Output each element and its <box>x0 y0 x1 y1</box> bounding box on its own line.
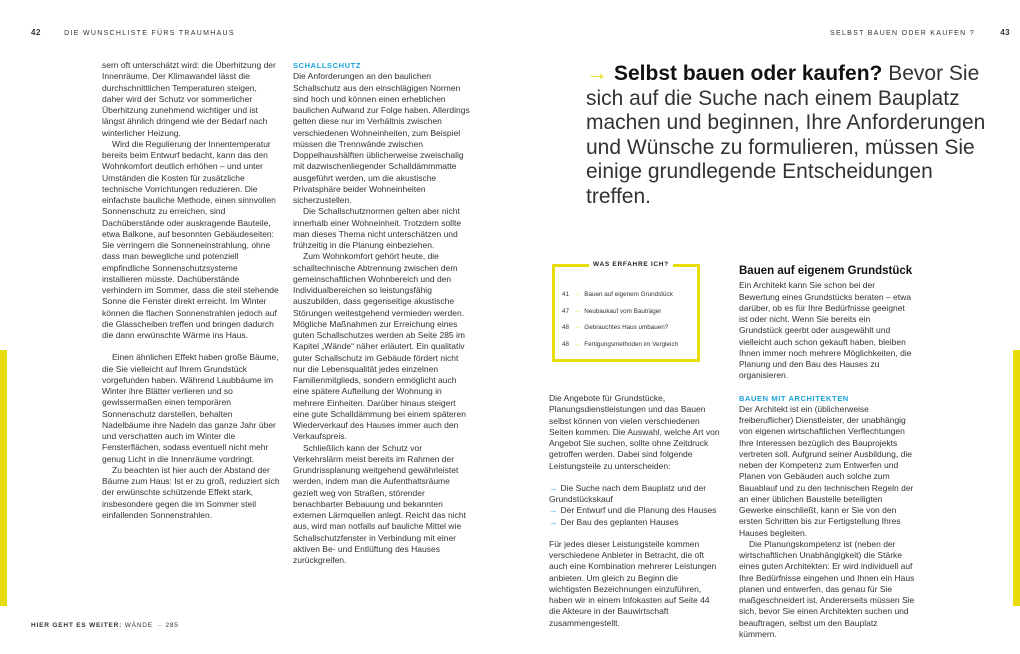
column-1 <box>102 60 280 521</box>
arrow-right-icon: → <box>549 516 558 527</box>
bullet-item <box>549 517 721 528</box>
left-page-number: 42 <box>31 28 41 37</box>
info-box <box>552 261 700 362</box>
column-3 <box>549 393 721 629</box>
info-box-list <box>562 287 678 353</box>
arrow-right-icon: → <box>155 622 163 629</box>
info-box-item <box>562 320 678 337</box>
continue-label: HIER GEHT ES WEITER: <box>31 622 123 629</box>
info-item-label: Fertigungsmethoden im Vergleich <box>584 340 679 348</box>
bullet-text: Der Bau des geplanten Hauses <box>560 516 679 527</box>
info-item-label: Neubaukauf vom Bauträger <box>584 307 662 315</box>
col4-paragraph: Die Planungskompetenz ist (neben der wirtschaftlichen Unabhängigkeit) die Stärke eines guten Architekten: Er wird individuell auf Ihre Bedürfnisse eingehen und Ihnen ein Haus planen und entwerfen, das genau für Sie maßgeschneidert ist. Andererseits müssen Sie sich, bevor Sie einen Architekten suchen und beauftragen, selbst um den Bauplatz kümmern. <box>739 538 915 639</box>
continue-page[interactable]: 285 <box>165 622 179 629</box>
intro-text: Bevor Sie sich auf die Suche nach einem Bauplatz machen und beginnen, Ihre Anforderungen und Wünsche zu formulieren, müssen Sie einige grundlegende Entscheidungen treffen. <box>586 62 986 208</box>
left-edge-bar <box>0 350 7 606</box>
section-heading-schallschutz: SCHALLSCHUTZ <box>293 61 362 70</box>
right-edge-bar <box>1013 350 1020 606</box>
col4-paragraph: Ein Architekt kann Sie schon bei der Bewertung eines Grundstücks beraten – etwa darüber, ob es für Ihre Bedürfnisse geeignet ist oder nicht. Wenn Sie bereits ein Grundstück geerbt oder ausgewählt und vielleicht auch schon gekauft haben, bleiben Ihnen immer noch mehrere Möglichkeiten, die Planung und den Bau des Hauses zu organisieren. <box>739 280 912 381</box>
col2-paragraph: Zum Wohnkomfort gehört heute, die schalltechnische Abtrennung zwischen dem gemeinschaftlichen Wohnbereich und den Individualbereichen so leistungsfähig auszubilden, dass gegenseitige akustische Störungen weitestgehend vermieden werden. Mögliche Maßnahmen zur Erreichung eines guten Schallschutzes werden ab Seite 285 im Kapitel „Wände“ näher erläutert. Ein qualitativ guter Schallschutz im Gebäude fördert nicht nur die Lebensqualität jedes einzelnen Familienmitglieds, sondern ermöglicht auch eine spätere Aufteilung der Wohnung in mehrere Einheiten. Darüber hinaus steigert eine gute Schalldämmung bei einem späteren Wiederverkauf des Hauses immer auch den Verkaufspreis. <box>293 251 466 442</box>
info-item-label: Bauen auf eigenem Grundstück <box>584 291 673 298</box>
left-header <box>31 28 235 37</box>
info-box-title: WAS ERFAHRE ICH? <box>589 261 673 268</box>
info-item-page: 47 <box>562 307 570 315</box>
arrow-right-icon: → <box>574 340 581 348</box>
col1-paragraph: sern oft unterschätzt wird: die Überhitzung der Innenräume. Der Klimawandel lässt die durchschnittlichen Temperaturen steigen, daher wird der Schutz vor sommerlicher Überhitzung zunehmend wichtiger und ist längst ähnlich dringend wie der Bedarf nach winterlicher Heizung. <box>102 60 276 138</box>
col3-paragraph: Für jedes dieser Leistungsteile kommen verschiedene Anbieter in Betracht, die oft auch eine Kombination mehrerer Leistungen anbieten. Um gleich zu Beginn die wichtigsten Bezeichnungen einzuführen, haben wir in einem Infokasten auf Seite 44 die Akteure in der Bauwirtschaft zusammengestellt. <box>549 538 717 628</box>
bullet-item <box>549 483 721 506</box>
col2-paragraph: Die Schallschutznormen gelten aber nicht innerhalb einer Wohneinheit. Trotzdem sollte man dieses Thema nicht unterschätzen und frühzeitig in die Planung einbeziehen. <box>293 206 462 250</box>
info-item-page: 48 <box>562 324 570 332</box>
info-box-item <box>562 337 678 354</box>
right-running-title: SELBST BAUEN ODER KAUFEN ? <box>830 30 975 37</box>
section-heading-bauen: Bauen auf eigenem Grundstück <box>739 265 913 277</box>
arrow-right-icon: → <box>549 482 558 493</box>
column-4 <box>739 266 915 640</box>
info-box-item <box>562 287 678 304</box>
right-header <box>830 28 1010 37</box>
info-item-page: 48 <box>562 340 570 348</box>
left-running-title: DIE WUNSCHLISTE FÜRS TRAUMHAUS <box>64 30 235 37</box>
bullet-text: Die Suche nach dem Bauplatz und der Grundstückskauf <box>549 482 707 504</box>
col2-paragraph: Die Anforderungen an den baulichen Schallschutz aus den einschlägigen Normen sind hoch und können einen erheblichen baulichen Aufwand zur Folge haben. Allerdings gelten diese nur im Verhältnis zwischen verschiedenen Wohneinheiten, zum Beispiel müssen die Trennwände zwischen Doppelhaushälften üblicherweise zweischalig mit dazwischenliegender Schalldämmmatte ausgeführt werden, um die akustische Privatsphäre beider Wohneinheiten sicherzustellen. <box>293 71 470 205</box>
continue-target[interactable]: WÄNDE <box>124 622 153 629</box>
col1-paragraph: Einen ähnlichen Effekt haben große Bäume, die Sie vielleicht auf Ihrem Grundstück vorgefunden haben. Während Laubbäume im Winter ihre Blätter verlieren und so gewissermaßen einen temporären Sonnenschutz darstellen, behalten Nadelbäume ihre Nadeln das ganze Jahr über und verschatten auch im Winter die Fensterflächen, sodass eventuell nicht mehr genug Licht in die Innenräume vordringt. <box>102 352 279 464</box>
arrow-right-icon: → <box>574 324 581 332</box>
continue-reference <box>31 622 179 629</box>
arrow-right-icon: → <box>549 505 558 516</box>
bullet-list <box>549 483 721 528</box>
arrow-right-icon: → <box>574 307 581 315</box>
col3-paragraph: Die Angebote für Grundstücke, Planungsdienstleistungen und das Bauen selbst können von vielen verschiedenen Seiten kommen. Die Auswahl, welche Art von Angebot Sie suchen, sollte ohne Zeitdruck getroffen werden. Dabei sind folgende Leistungsteile zu unterscheiden: <box>549 393 720 471</box>
column-2 <box>293 60 471 566</box>
bullet-item <box>549 505 721 516</box>
col2-paragraph: Schließlich kann der Schutz vor Verkehrslärm meist bereits im Rahmen der Grundrissplanung weitgehend gewährleistet werden, indem man die Aufenthaltsräume gezielt weg von Straßen, störender benachbarter Bebauung und bekannten externen Lärmquellen anlegt. Reicht das nicht aus, wird man notfalls auf bauliche Mittel wie Schallschutzfenster in Verbindung mit einer aktiven Be- und Entlüftung des Hauses zurückgreifen. <box>293 442 466 565</box>
info-item-page: 41 <box>562 291 570 298</box>
right-page-number: 43 <box>1000 28 1011 37</box>
col1-paragraph: Wird die Regulierung der Innentemperatur bereits beim Entwurf bedacht, kann das den Wohnkomfort deutlich erhöhen – und unter Umständen die Kosten für zusätzliche technische Vorrichtungen reduzieren. Die einfachste bauliche Methode, einen sinnvollen Sonnenschutz zu erreichen, sind Dachüberstände oder auskragende Bauteile, etwa Balkone, auf besonnten Gebäudeseiten: Sie verringern die Sonneneinstrahlung, ohne dass man bewegliche und potenziell empfindliche Sonnenschutzsysteme installieren müsste. Dachüberstände verhindern im Sommer, dass die steil stehende Sonne die Fenster direkt erreicht. Im Winter können die flachen Sonnenstrahlen jedoch auf die Glasscheiben treffen und bringen dadurch die dann erwünschte Wärme ins Haus. <box>102 138 279 340</box>
col4-paragraph: Der Architekt ist ein (üblicherweise freiberuflicher) Dienstleister, der unabhängig von eigenen wirtschaftlichen Verflechtungen Ihre Interessen bezüglich des Bauprojekts vertreten soll. Aufgrund seiner Ausbildung, die neben der Kompetenz zum Entwerfen und Planen von Gebäuden auch solche zum Bauablauf und zu den technischen Regeln der an einer üblichen Baustelle beteiligten Gewerke einschließt, kann er Sie von den ersten Schritten bis zur Fertigstellung Ihres Hauses begleiten. <box>739 403 914 538</box>
arrow-right-icon: → <box>574 291 581 298</box>
bullet-text: Der Entwurf und die Planung des Hauses <box>560 505 717 516</box>
info-item-label: Gebrauchtes Haus umbauen? <box>584 324 669 332</box>
col1-paragraph: Zu beachten ist hier auch der Abstand der Bäume zum Haus: Ist er zu groß, reduziert sich der erwünschte schützende Effekt stark, insbesondere gegen die im Sommer steil einfallenden Sonnenstrahlen. <box>102 464 280 520</box>
info-box-item <box>562 304 678 321</box>
chapter-intro <box>586 61 991 209</box>
arrow-right-icon: → <box>586 60 608 85</box>
subheading-architekten: BAUEN MIT ARCHITEKTEN <box>739 393 849 403</box>
intro-heading: Selbst bauen oder kaufen? <box>614 62 883 85</box>
